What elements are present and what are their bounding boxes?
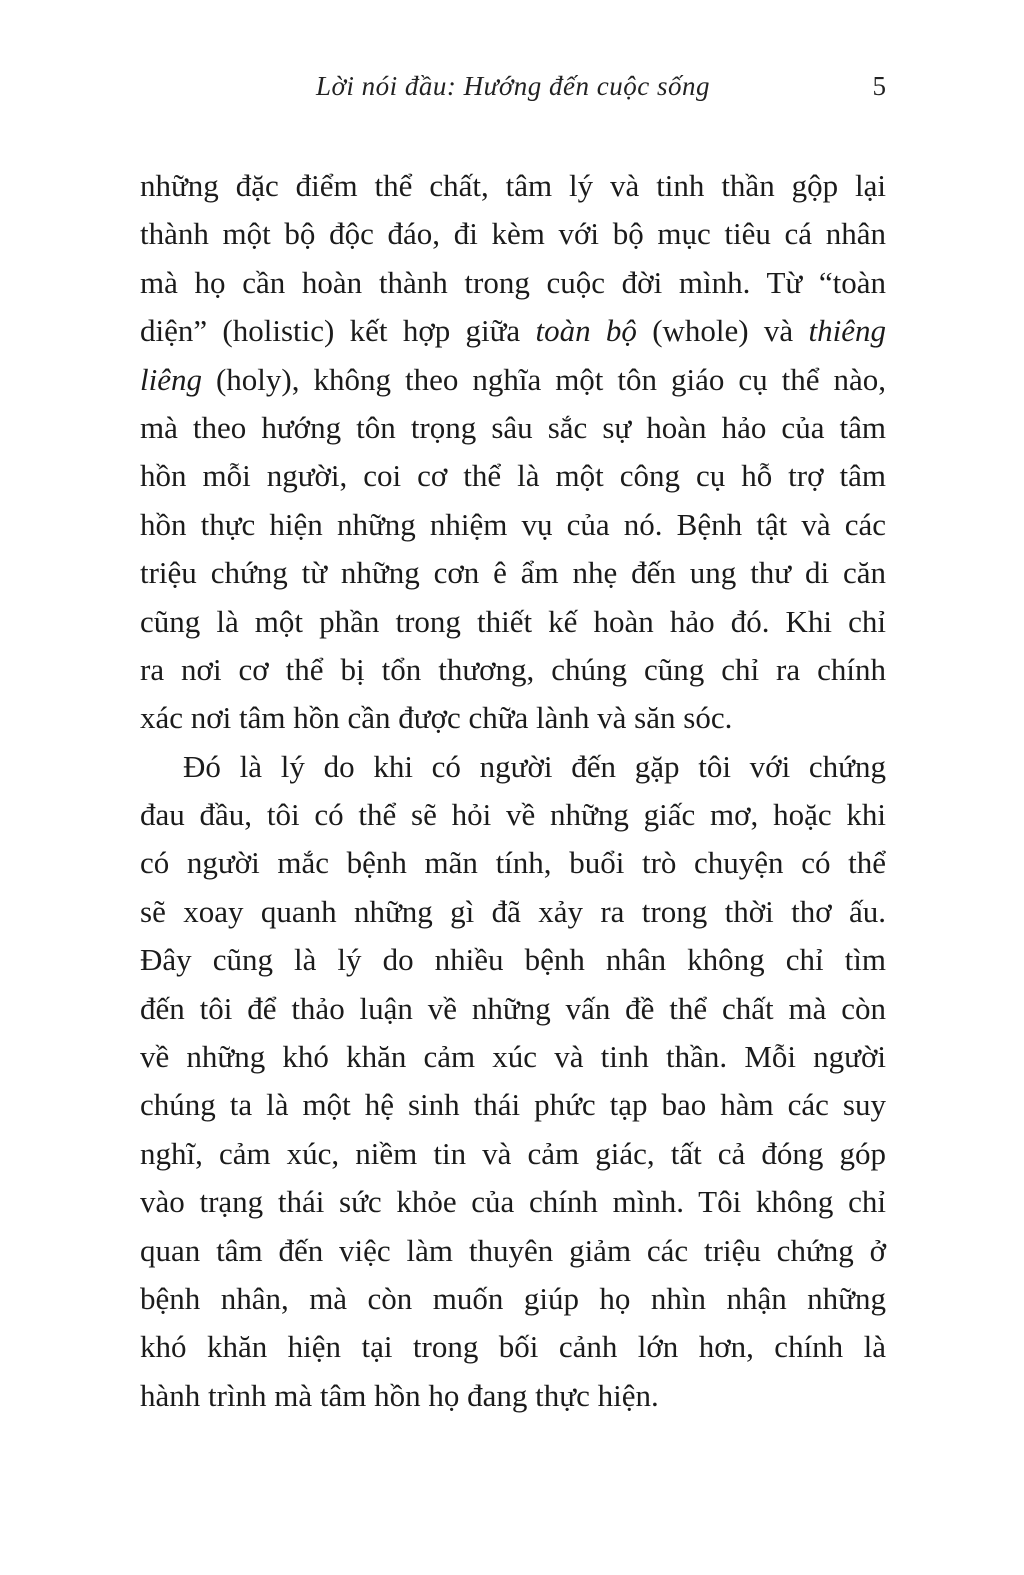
text-segment: có người mắc bệnh mãn tính, buổi trò chuyện có thể	[140, 845, 886, 881]
italic-text-segment: thiêng	[808, 313, 886, 349]
text-segment: hồn mỗi người, coi cơ thể là một công cụ hỗ trợ tâm	[140, 458, 886, 494]
text-segment: diện” (holistic) kết hợp giữa	[140, 313, 536, 349]
text-line	[140, 888, 886, 936]
text-segment: đau đầu, tôi có thể sẽ hỏi về những giấc mơ, hoặc khi	[140, 797, 886, 833]
text-line	[140, 356, 886, 404]
text-segment: về những khó khăn cảm xúc và tinh thần. Mỗi người	[140, 1039, 886, 1075]
text-segment: xác nơi tâm hồn cần được chữa lành và săn sóc.	[140, 700, 733, 736]
text-segment: quan tâm đến việc làm thuyên giảm các triệu chứng ở	[140, 1232, 886, 1268]
text-segment: đến tôi để thảo luận về những vấn đề thể chất mà còn	[140, 990, 886, 1026]
text-segment: vào trạng thái sức khỏe của chính mình. Tôi không chỉ	[140, 1184, 886, 1220]
text-line	[140, 1130, 886, 1178]
text-segment: Đây cũng là lý do nhiều bệnh nhân không chỉ tìm	[140, 942, 886, 978]
text-segment: cũng là một phần trong thiết kế hoàn hảo đó. Khi chỉ	[140, 603, 886, 639]
text-segment: mà họ cần hoàn thành trong cuộc đời mình. Từ “toàn	[140, 264, 886, 300]
text-line	[140, 646, 886, 694]
text-line	[140, 1275, 886, 1323]
text-line	[140, 404, 886, 452]
text-line	[140, 839, 886, 887]
text-line	[140, 162, 886, 210]
text-segment: Đó là lý do khi có người đến gặp tôi với chứng	[183, 748, 886, 784]
text-segment: mà theo hướng tôn trọng sâu sắc sự hoàn hảo của tâm	[140, 409, 886, 445]
text-segment: bệnh nhân, mà còn muốn giúp họ nhìn nhận những	[140, 1280, 886, 1316]
text-line	[140, 210, 886, 258]
text-segment: nghĩ, cảm xúc, niềm tin và cảm giác, tất cả đóng góp	[140, 1135, 886, 1171]
text-line	[140, 598, 886, 646]
text-line	[140, 259, 886, 307]
text-line	[140, 1081, 886, 1129]
text-segment: (whole) và	[636, 313, 809, 349]
text-line	[140, 501, 886, 549]
text-segment: khó khăn hiện tại trong bối cảnh lớn hơn, chính là	[140, 1329, 886, 1365]
text-segment: thành một bộ độc đáo, đi kèm với bộ mục tiêu cá nhân	[140, 216, 886, 252]
text-segment: hành trình mà tâm hồn họ đang thực hiện.	[140, 1377, 659, 1413]
text-line	[140, 936, 886, 984]
text-segment: hồn thực hiện những nhiệm vụ của nó. Bệnh tật và các	[140, 506, 886, 542]
text-line	[140, 1033, 886, 1081]
body-text	[140, 162, 886, 1420]
text-line	[140, 307, 886, 355]
text-segment: (holy), không theo nghĩa một tôn giáo cụ thể nào,	[202, 361, 886, 397]
text-line	[140, 452, 886, 500]
italic-text-segment: liêng	[140, 361, 202, 397]
text-segment: sẽ xoay quanh những gì đã xảy ra trong thời thơ ấu.	[140, 893, 886, 929]
text-segment: ra nơi cơ thể bị tổn thương, chúng cũng chỉ ra chính	[140, 651, 886, 687]
text-line	[140, 549, 886, 597]
page-number: 5	[872, 71, 886, 101]
text-line	[140, 1372, 886, 1420]
running-header	[140, 66, 886, 106]
text-line	[140, 743, 886, 791]
text-line	[140, 1323, 886, 1371]
text-segment: chúng ta là một hệ sinh thái phức tạp bao hàm các suy	[140, 1087, 886, 1123]
text-line	[140, 1178, 886, 1226]
text-line	[140, 1227, 886, 1275]
text-segment: triệu chứng từ những cơn ê ẩm nhẹ đến ung thư di căn	[140, 555, 886, 591]
text-segment: những đặc điểm thể chất, tâm lý và tinh thần gộp lại	[140, 168, 886, 203]
italic-text-segment: toàn bộ	[535, 313, 637, 349]
header-title: Lời nói đầu: Hướng đến cuộc sống	[315, 71, 710, 101]
text-line	[140, 694, 886, 742]
text-line	[140, 791, 886, 839]
text-line	[140, 985, 886, 1033]
